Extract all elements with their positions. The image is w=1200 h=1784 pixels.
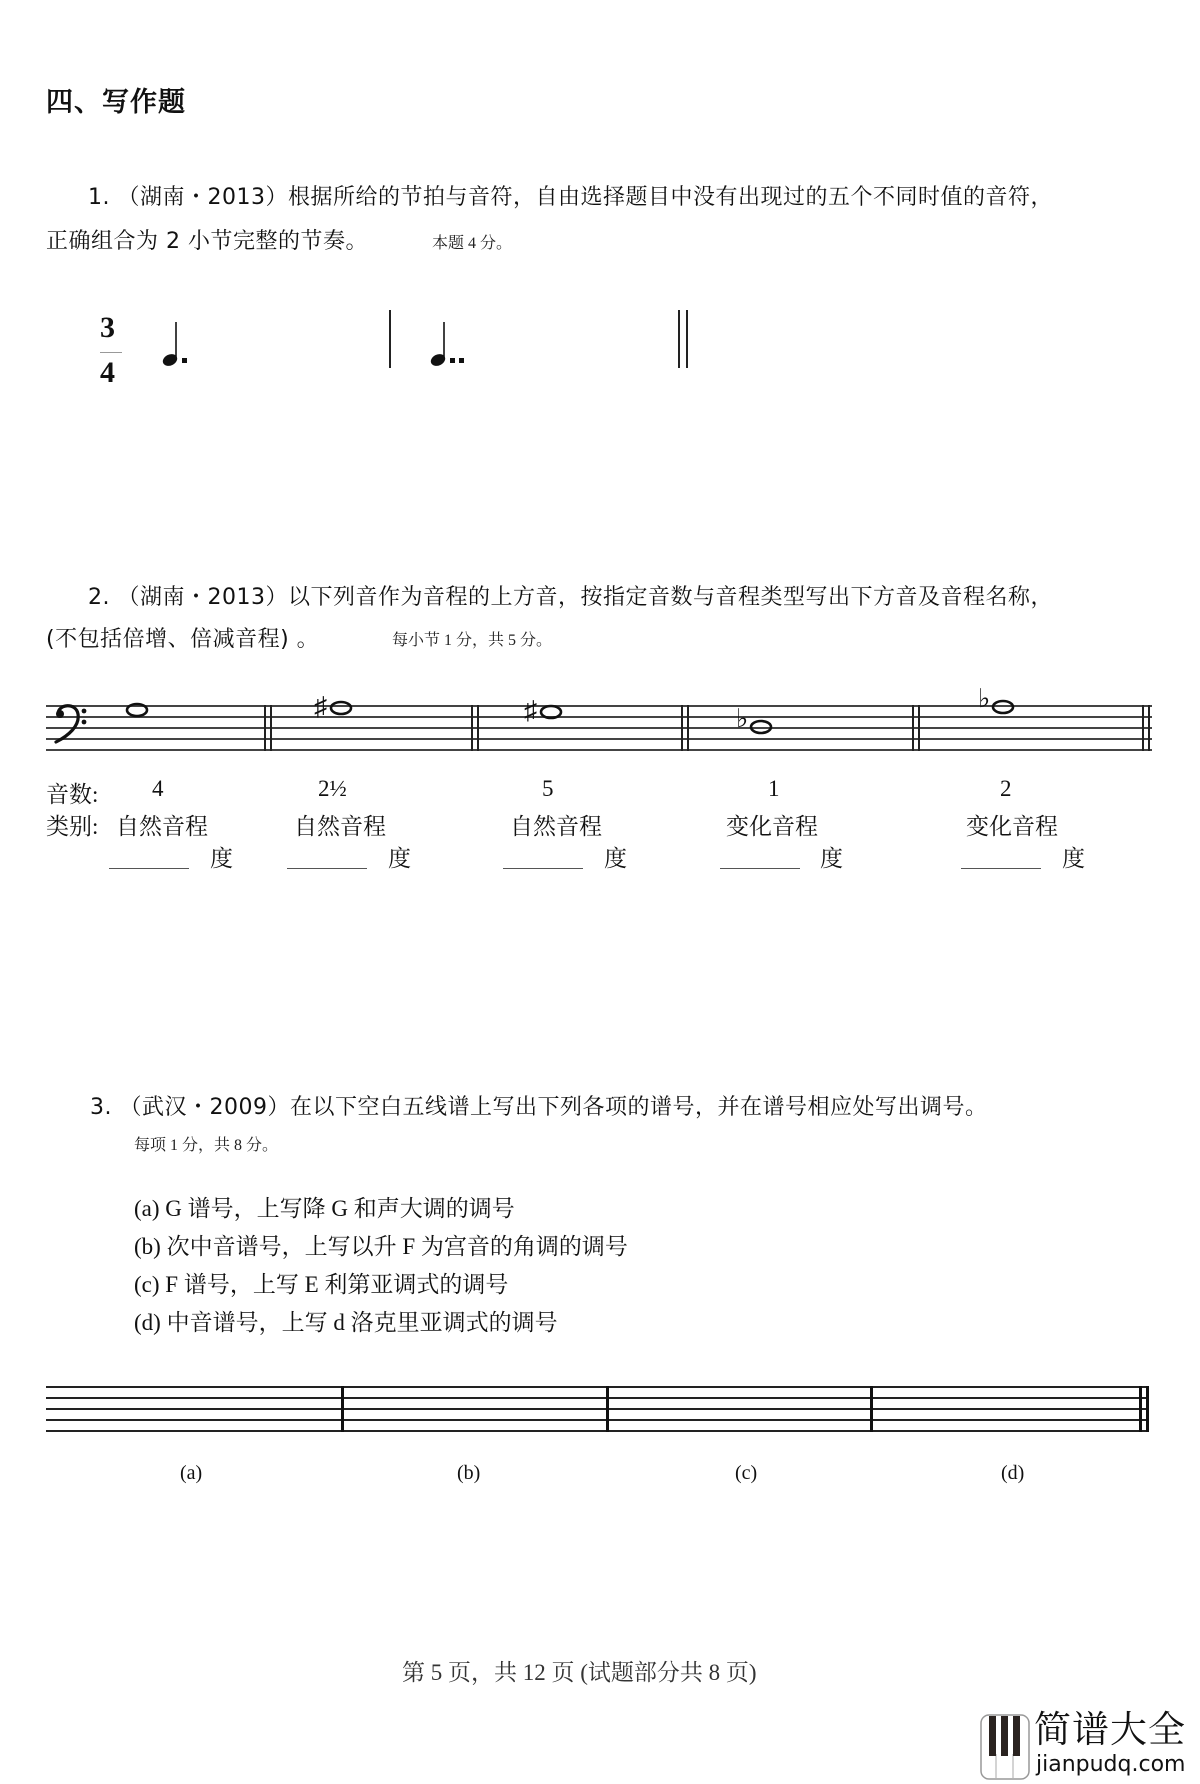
time-signature-bottom: 4 — [100, 356, 115, 389]
count-row-label: 音数: — [46, 782, 99, 807]
double-barline — [477, 705, 479, 751]
staff-line — [46, 1386, 1149, 1388]
degree-suffix: 度 — [1062, 846, 1085, 871]
watermark-logo — [980, 1708, 1198, 1780]
staff-line — [46, 749, 1152, 751]
barline — [389, 310, 391, 368]
interval-type-4: 变化音程 — [726, 814, 818, 839]
double-barline — [918, 705, 920, 751]
whole-note-icon — [328, 700, 354, 716]
double-barline-left — [678, 310, 680, 368]
interval-type-1: 自然音程 — [116, 814, 208, 839]
final-barline — [1146, 1386, 1149, 1432]
barline — [606, 1386, 609, 1432]
staff-line — [46, 738, 1152, 740]
q1-score-note: 本题 4 分。 — [432, 235, 513, 252]
whole-note-icon — [990, 699, 1016, 715]
q3-score-note: 每项 1 分，共 8 分。 — [134, 1137, 279, 1154]
interval-count-4: 1 — [768, 776, 780, 801]
degree-suffix: 度 — [604, 846, 627, 871]
staff-line — [46, 727, 1152, 729]
measure-label-d: (d) — [1001, 1462, 1025, 1484]
q3-text-line1: 3. （武汉・2009）在以下空白五线谱上写出下列各项的谱号，并在谱号相应处写出调号。 — [90, 1095, 988, 1120]
interval-count-5: 2 — [1000, 776, 1012, 801]
interval-count-3: 5 — [542, 776, 554, 801]
interval-count-1: 4 — [152, 776, 164, 801]
q2-score-note: 每小节 1 分，共 5 分。 — [392, 632, 553, 649]
interval-count-2: 2½ — [318, 776, 347, 801]
flat-icon: ♭ — [978, 684, 991, 713]
dotted-quarter-note-icon — [160, 320, 200, 370]
answer-blank-1[interactable] — [109, 868, 189, 869]
watermark-name: 简谱大全 — [1034, 1708, 1186, 1751]
type-row-label: 类别: — [46, 814, 99, 839]
sharp-icon: ♯ — [524, 696, 537, 725]
interval-type-2: 自然音程 — [294, 814, 386, 839]
q1-text-line2: 正确组合为 2 小节完整的节奏。 — [46, 229, 368, 254]
degree-suffix: 度 — [210, 846, 233, 871]
page-number: 第 5 页，共 12 页 (试题部分共 8 页) — [402, 1660, 757, 1685]
degree-suffix: 度 — [388, 846, 411, 871]
double-dotted-quarter-note-icon — [428, 320, 478, 370]
staff-line — [46, 1408, 1149, 1410]
q3-item-b: (b) 次中音谱号，上写以升 F 为宫音的角调的调号 — [134, 1234, 628, 1259]
q1-text-line1: 1. （湖南・2013）根据所给的节拍与音符，自由选择题目中没有出现过的五个不同时值的音符， — [88, 185, 1053, 210]
double-barline — [687, 705, 689, 751]
q3-item-c: (c) F 谱号，上写 E 利第亚调式的调号 — [134, 1272, 509, 1297]
answer-blank-2[interactable] — [287, 868, 367, 869]
time-signature-divider — [100, 352, 122, 353]
staff-line — [46, 1397, 1149, 1399]
answer-blank-4[interactable] — [720, 868, 800, 869]
q2-text-line2: (不包括倍增、倍减音程) 。 — [46, 627, 320, 652]
whole-note-icon — [748, 719, 774, 735]
flat-icon: ♭ — [736, 704, 749, 733]
whole-note-icon — [124, 702, 150, 718]
measure-label-b: (b) — [457, 1462, 481, 1484]
staff-line — [46, 1419, 1149, 1421]
double-barline — [681, 705, 683, 751]
sharp-icon: ♯ — [314, 692, 327, 721]
watermark-url: jianpudq.com — [1036, 1752, 1186, 1777]
double-barline — [912, 705, 914, 751]
section-title: 四、写作题 — [46, 87, 186, 118]
interval-type-3: 自然音程 — [510, 814, 602, 839]
bass-clef-icon — [52, 700, 88, 744]
time-signature-top: 3 — [100, 311, 115, 344]
answer-blank-5[interactable] — [961, 868, 1041, 869]
final-barline — [1139, 1386, 1142, 1432]
double-barline-right — [686, 310, 688, 368]
double-barline — [471, 705, 473, 751]
staff-line — [46, 716, 1152, 718]
whole-note-icon — [538, 704, 564, 720]
q3-item-a: (a) G 谱号，上写降 G 和声大调的调号 — [134, 1196, 515, 1221]
degree-suffix: 度 — [820, 846, 843, 871]
final-barline — [1148, 705, 1150, 751]
q3-item-d: (d) 中音谱号，上写 d 洛克里亚调式的调号 — [134, 1310, 558, 1335]
final-barline — [1142, 705, 1144, 751]
double-barline — [264, 705, 266, 751]
measure-label-a: (a) — [180, 1462, 203, 1484]
measure-label-c: (c) — [735, 1462, 758, 1484]
barline — [341, 1386, 344, 1432]
answer-blank-3[interactable] — [503, 868, 583, 869]
piano-keys-icon — [980, 1714, 1030, 1780]
staff-line — [46, 1430, 1149, 1432]
interval-type-5: 变化音程 — [966, 814, 1058, 839]
double-barline — [270, 705, 272, 751]
q2-text-line1: 2. （湖南・2013）以下列音作为音程的上方音，按指定音数与音程类型写出下方音及音程名称， — [88, 585, 1053, 610]
barline — [870, 1386, 873, 1432]
